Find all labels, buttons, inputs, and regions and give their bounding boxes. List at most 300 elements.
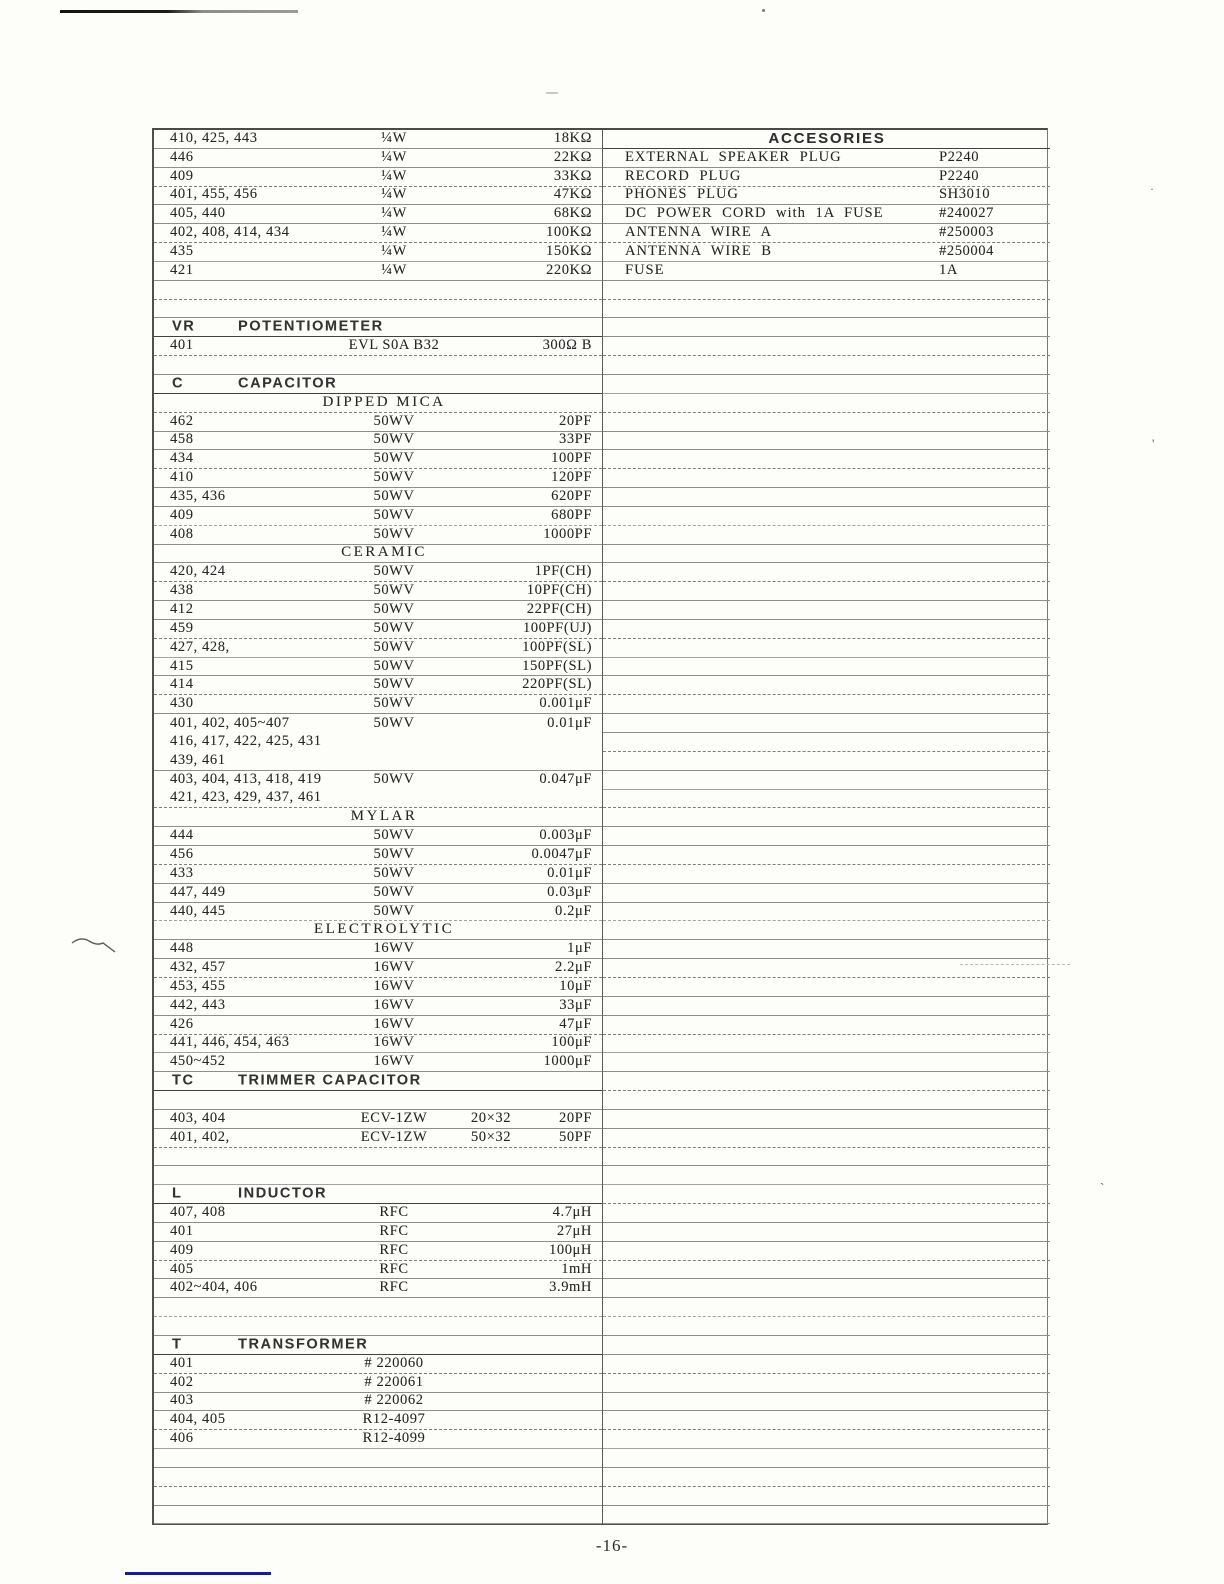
table-row <box>154 488 602 507</box>
spec-cell: EVL S0A B32 <box>348 337 440 354</box>
spec-cell: 50WV <box>373 770 415 787</box>
value-cell: 4.7μH <box>552 1203 592 1220</box>
table-row <box>154 563 602 582</box>
section-title: INDUCTOR <box>238 1185 328 1202</box>
section-title: TRANSFORMER <box>238 1336 369 1353</box>
spec-cell: 50WV <box>373 412 415 429</box>
section-code: L <box>172 1185 183 1202</box>
empty-row <box>603 582 1050 601</box>
table-row <box>154 1223 602 1242</box>
table-row <box>154 695 602 714</box>
table-row <box>154 413 602 432</box>
empty-row <box>603 790 1050 809</box>
empty-row <box>603 1091 1050 1110</box>
accessory-part-number: P2240 <box>939 167 980 184</box>
empty-row <box>603 1374 1050 1393</box>
spec-cell: R12-4099 <box>362 1429 426 1446</box>
section-header-row <box>154 1072 602 1091</box>
value-cell: 22KΩ <box>553 148 592 165</box>
spec-cell: 50WV <box>373 468 415 485</box>
refs-cell: 402 <box>170 1373 194 1390</box>
table-row <box>154 450 602 469</box>
value-cell: 680PF <box>551 506 592 523</box>
spec-cell: RFC <box>379 1260 409 1277</box>
empty-row <box>603 488 1050 507</box>
empty-row <box>603 1053 1050 1072</box>
subsection-row <box>154 394 602 413</box>
empty-row <box>603 507 1050 526</box>
empty-row <box>603 884 1050 903</box>
spec-cell: # 220061 <box>364 1373 424 1390</box>
value-cell: 33μF <box>559 996 592 1013</box>
spec-cell: 16WV <box>373 958 415 975</box>
empty-row <box>154 1487 602 1506</box>
table-row <box>154 243 602 262</box>
refs-cell: 458 <box>170 431 194 448</box>
empty-row <box>154 1317 602 1336</box>
table-row <box>154 1261 602 1280</box>
value-cell: 10PF(CH) <box>526 581 592 598</box>
accessory-row <box>603 224 1050 243</box>
table-row <box>154 130 602 149</box>
spec-cell: RFC <box>379 1241 409 1258</box>
empty-row <box>154 1449 602 1468</box>
value-cell: 100μF <box>551 1034 592 1051</box>
refs-cell: 415 <box>170 657 194 674</box>
empty-row <box>603 450 1050 469</box>
accessory-name: DC POWER CORD with 1A FUSE <box>625 205 884 222</box>
empty-row <box>603 1185 1050 1204</box>
value-cell: 620PF <box>551 487 592 504</box>
value-cell: 33KΩ <box>553 167 592 184</box>
empty-row <box>154 1148 602 1167</box>
section-code: C <box>172 375 185 392</box>
table-row-continuation <box>154 733 602 752</box>
empty-row <box>603 1449 1050 1468</box>
spec-cell: 50WV <box>373 714 415 731</box>
parts-list-table <box>152 128 1048 1525</box>
value-cell: 68KΩ <box>553 205 592 222</box>
value-cell: 33PF <box>558 431 592 448</box>
empty-row <box>603 1355 1050 1374</box>
table-row <box>154 526 602 545</box>
accessory-part-number: #240027 <box>939 205 994 222</box>
value-cell: 0.001μF <box>539 695 592 712</box>
value-cell: 20PF <box>558 1109 592 1126</box>
accessory-name: FUSE <box>625 261 665 278</box>
spec-cell: 50WV <box>373 581 415 598</box>
section-header-row <box>154 375 602 394</box>
refs-cell: 456 <box>170 845 194 862</box>
value-cell: 100μH <box>549 1241 592 1258</box>
value-cell: 22PF(CH) <box>526 600 592 617</box>
empty-row <box>603 1336 1050 1355</box>
empty-row <box>603 375 1050 394</box>
table-row <box>154 771 602 790</box>
empty-row <box>603 846 1050 865</box>
refs-cell: 409 <box>170 1241 194 1258</box>
refs-cell: 444 <box>170 826 194 843</box>
value-cell: 47KΩ <box>553 186 592 203</box>
empty-row <box>603 997 1050 1016</box>
empty-row <box>603 1110 1050 1129</box>
table-row <box>154 1393 602 1412</box>
value-cell: 1mH <box>561 1260 592 1277</box>
empty-row <box>603 318 1050 337</box>
value-cell: 100PF(UJ) <box>522 619 592 636</box>
value-cell: 1PF(CH) <box>534 563 592 580</box>
table-row <box>154 639 602 658</box>
table-row <box>154 903 602 922</box>
refs-cell: 450~452 <box>170 1053 226 1070</box>
table-row <box>154 337 602 356</box>
value-cell: 0.01μF <box>547 714 592 731</box>
value-cell: 0.003μF <box>539 826 592 843</box>
scan-faint-dashes <box>960 963 1070 965</box>
section-header-row <box>154 1336 602 1355</box>
value-cell: 150PF(SL) <box>522 657 592 674</box>
empty-row <box>603 281 1050 300</box>
spec-cell: # 220062 <box>364 1392 424 1409</box>
accessory-name: ANTENNA WIRE B <box>625 242 772 259</box>
refs-cell: 405, 440 <box>170 205 226 222</box>
empty-row <box>603 1016 1050 1035</box>
refs-cell: 402~404, 406 <box>170 1279 258 1296</box>
refs-cell: 427, 428, <box>170 638 230 655</box>
section-code: VR <box>172 318 196 335</box>
spec-cell: 50WV <box>373 487 415 504</box>
table-row <box>154 1279 602 1298</box>
section-title: TRIMMER CAPACITOR <box>238 1072 422 1089</box>
table-row <box>154 959 602 978</box>
refs-cell: 432, 457 <box>170 958 226 975</box>
spec-cell: R12-4097 <box>362 1411 426 1428</box>
spec-cell: ¼W <box>381 167 407 184</box>
table-row <box>154 620 602 639</box>
table-row <box>154 940 602 959</box>
refs-cell: 447, 449 <box>170 883 226 900</box>
section-code: T <box>172 1336 183 1353</box>
refs-cell: 414 <box>170 676 194 693</box>
empty-row <box>603 733 1050 752</box>
value-cell: 0.2μF <box>555 902 592 919</box>
value-cell: 27μH <box>556 1222 592 1239</box>
value-cell: 1μF <box>567 940 592 957</box>
empty-row <box>603 1411 1050 1430</box>
empty-row <box>603 394 1050 413</box>
table-row <box>154 469 602 488</box>
spec-cell: 50WV <box>373 826 415 843</box>
refs-cell: 401 <box>170 1354 194 1371</box>
spec-cell: 50WV <box>373 563 415 580</box>
value-cell: 300Ω B <box>542 337 592 354</box>
empty-row <box>603 1072 1050 1091</box>
scan-speck: ' <box>1152 436 1155 451</box>
refs-cell: 459 <box>170 619 194 636</box>
spec-cell: ¼W <box>381 148 407 165</box>
empty-row <box>603 1487 1050 1506</box>
value-cell: 2.2μF <box>555 958 592 975</box>
section-header-row <box>154 318 602 337</box>
refs-cell: 439, 461 <box>170 751 226 768</box>
accessory-row <box>603 205 1050 224</box>
subsection-title: MYLAR <box>350 808 418 825</box>
table-row <box>154 827 602 846</box>
spec-cell: 16WV <box>373 1053 415 1070</box>
empty-row <box>603 1223 1050 1242</box>
scan-speck: · <box>1150 182 1154 196</box>
spec-cell: ECV-1ZW <box>360 1109 428 1126</box>
table-row <box>154 884 602 903</box>
value-cell: 0.0047μF <box>531 845 592 862</box>
subsection-row <box>154 545 602 564</box>
page-number: -16- <box>595 1536 629 1555</box>
table-row <box>154 582 602 601</box>
table-row <box>154 1430 602 1449</box>
empty-row <box>603 413 1050 432</box>
table-row <box>154 1204 602 1223</box>
empty-row <box>603 601 1050 620</box>
table-row <box>154 997 602 1016</box>
table-row <box>154 1016 602 1035</box>
subsection-title: ELECTROLYTIC <box>313 921 455 938</box>
table-row <box>154 1374 602 1393</box>
empty-row <box>603 563 1050 582</box>
refs-cell: 410, 425, 443 <box>170 129 258 146</box>
table-row <box>154 262 602 281</box>
spec-cell: 50WV <box>373 450 415 467</box>
spec-cell: 50WV <box>373 431 415 448</box>
table-row-continuation <box>154 790 602 809</box>
table-row <box>154 658 602 677</box>
spec-cell: 16WV <box>373 1015 415 1032</box>
spec-cell: 50WV <box>373 525 415 542</box>
section-header-row <box>154 1185 602 1204</box>
empty-row <box>603 337 1050 356</box>
refs-cell: 416, 417, 422, 425, 431 <box>170 733 322 750</box>
accessory-part-number: #250003 <box>939 223 994 240</box>
table-row <box>154 601 602 620</box>
refs-cell: 435 <box>170 242 194 259</box>
empty-row <box>603 676 1050 695</box>
left-column <box>154 130 602 1523</box>
empty-row <box>154 300 602 319</box>
table-row <box>154 1129 602 1148</box>
empty-row <box>603 1393 1050 1412</box>
refs-cell: 446 <box>170 148 194 165</box>
empty-row <box>603 1279 1050 1298</box>
refs-cell: 401 <box>170 337 194 354</box>
spec-cell: 50WV <box>373 864 415 881</box>
empty-row <box>603 1204 1050 1223</box>
spec-cell: ¼W <box>381 242 407 259</box>
refs-cell: 407, 408 <box>170 1203 226 1220</box>
empty-row <box>603 1298 1050 1317</box>
size-cell: 20×32 <box>470 1109 512 1126</box>
table-row <box>154 1411 602 1430</box>
empty-row <box>603 940 1050 959</box>
value-cell: 0.047μF <box>539 770 592 787</box>
refs-cell: 403, 404 <box>170 1109 226 1126</box>
empty-row <box>603 865 1050 884</box>
empty-row <box>603 356 1050 375</box>
refs-cell: 435, 436 <box>170 487 226 504</box>
refs-cell: 409 <box>170 167 194 184</box>
refs-cell: 438 <box>170 581 194 598</box>
refs-cell: 408 <box>170 525 194 542</box>
spec-cell: 50WV <box>373 619 415 636</box>
empty-row <box>603 1506 1050 1525</box>
refs-cell: 403, 404, 413, 418, 419 <box>170 770 322 787</box>
value-cell: 1000PF <box>543 525 592 542</box>
table-row <box>154 205 602 224</box>
empty-row <box>154 1091 602 1110</box>
accessory-row <box>603 243 1050 262</box>
empty-row <box>603 1129 1050 1148</box>
accessory-row <box>603 168 1050 187</box>
accessory-name: EXTERNAL SPEAKER PLUG <box>625 148 842 165</box>
empty-row <box>603 639 1050 658</box>
bottom-blue-line <box>125 1572 271 1575</box>
value-cell: 50PF <box>558 1128 592 1145</box>
table-row <box>154 507 602 526</box>
empty-row <box>603 526 1050 545</box>
spec-cell: 50WV <box>373 676 415 693</box>
empty-row <box>154 1298 602 1317</box>
table-row <box>154 1242 602 1261</box>
spec-cell: 50WV <box>373 657 415 674</box>
table-row-continuation <box>154 752 602 771</box>
empty-row <box>603 300 1050 319</box>
refs-cell: 442, 443 <box>170 996 226 1013</box>
empty-row <box>603 1261 1050 1280</box>
refs-cell: 401 <box>170 1222 194 1239</box>
refs-cell: 404, 405 <box>170 1411 226 1428</box>
subsection-row <box>154 808 602 827</box>
refs-cell: 441, 446, 454, 463 <box>170 1034 290 1051</box>
accessory-part-number: 1A <box>939 261 958 278</box>
section-title: CAPACITOR <box>238 375 338 392</box>
spec-cell: ECV-1ZW <box>360 1128 428 1145</box>
refs-cell: 448 <box>170 940 194 957</box>
accessory-part-number: P2240 <box>939 148 980 165</box>
refs-cell: 433 <box>170 864 194 881</box>
empty-row <box>603 1166 1050 1185</box>
accessory-row <box>603 149 1050 168</box>
value-cell: 3.9mH <box>549 1279 592 1296</box>
spec-cell: 50WV <box>373 883 415 900</box>
table-row <box>154 432 602 451</box>
spec-cell: ¼W <box>381 129 407 146</box>
empty-row <box>603 1468 1050 1487</box>
refs-cell: 426 <box>170 1015 194 1032</box>
table-row <box>154 224 602 243</box>
empty-row <box>603 827 1050 846</box>
empty-row <box>603 545 1050 564</box>
scan-speck <box>546 92 558 94</box>
empty-row <box>154 1468 602 1487</box>
refs-cell: 420, 424 <box>170 563 226 580</box>
accessory-part-number: #250004 <box>939 242 994 259</box>
empty-row <box>603 1242 1050 1261</box>
empty-row <box>603 714 1050 733</box>
empty-row <box>154 281 602 300</box>
refs-cell: 434 <box>170 450 194 467</box>
empty-row <box>603 978 1050 997</box>
spec-cell: 16WV <box>373 977 415 994</box>
spec-cell: RFC <box>379 1222 409 1239</box>
empty-row <box>603 1148 1050 1167</box>
value-cell: 47μF <box>559 1015 592 1032</box>
spec-cell: 50WV <box>373 695 415 712</box>
refs-cell: 412 <box>170 600 194 617</box>
value-cell: 120PF <box>551 468 592 485</box>
empty-row <box>603 808 1050 827</box>
table-row <box>154 1053 602 1072</box>
spec-cell: 50WV <box>373 600 415 617</box>
value-cell: 18KΩ <box>553 129 592 146</box>
pen-squiggle-mark <box>70 934 122 958</box>
empty-row <box>603 752 1050 771</box>
refs-cell: 405 <box>170 1260 194 1277</box>
spec-cell: ¼W <box>381 223 407 240</box>
value-cell: 100PF <box>551 450 592 467</box>
empty-row <box>603 921 1050 940</box>
spec-cell: 50WV <box>373 506 415 523</box>
spec-cell: ¼W <box>381 186 407 203</box>
spec-cell: 16WV <box>373 996 415 1013</box>
empty-row <box>603 658 1050 677</box>
spec-cell: RFC <box>379 1279 409 1296</box>
value-cell: 0.03μF <box>547 883 592 900</box>
spec-cell: RFC <box>379 1203 409 1220</box>
value-cell: 0.01μF <box>547 864 592 881</box>
accessory-name: PHONES PLUG <box>625 186 739 203</box>
spec-cell: ¼W <box>381 261 407 278</box>
refs-cell: 401, 402, <box>170 1128 230 1145</box>
table-row <box>154 714 602 733</box>
empty-row <box>603 1035 1050 1054</box>
spec-cell: # 220060 <box>364 1354 424 1371</box>
table-row <box>154 676 602 695</box>
accessories-header-row <box>603 130 1050 149</box>
value-cell: 100KΩ <box>546 223 592 240</box>
spec-cell: 16WV <box>373 940 415 957</box>
table-row <box>154 168 602 187</box>
value-cell: 10μF <box>559 977 592 994</box>
value-cell: 220KΩ <box>546 261 592 278</box>
value-cell: 20PF <box>558 412 592 429</box>
table-row <box>154 187 602 206</box>
empty-row <box>603 695 1050 714</box>
refs-cell: 401, 455, 456 <box>170 186 258 203</box>
scan-top-line <box>60 10 298 13</box>
refs-cell: 406 <box>170 1429 194 1446</box>
subsection-title: CERAMIC <box>341 544 427 561</box>
table-row <box>154 149 602 168</box>
table-row <box>154 846 602 865</box>
right-column <box>602 130 1050 1523</box>
accessory-row <box>603 187 1050 206</box>
spec-cell: 50WV <box>373 902 415 919</box>
spec-cell: 50WV <box>373 638 415 655</box>
table-row <box>154 865 602 884</box>
refs-cell: 403 <box>170 1392 194 1409</box>
table-row <box>154 978 602 997</box>
accessory-name: RECORD PLUG <box>625 167 742 184</box>
refs-cell: 402, 408, 414, 434 <box>170 223 290 240</box>
empty-row <box>154 1166 602 1185</box>
